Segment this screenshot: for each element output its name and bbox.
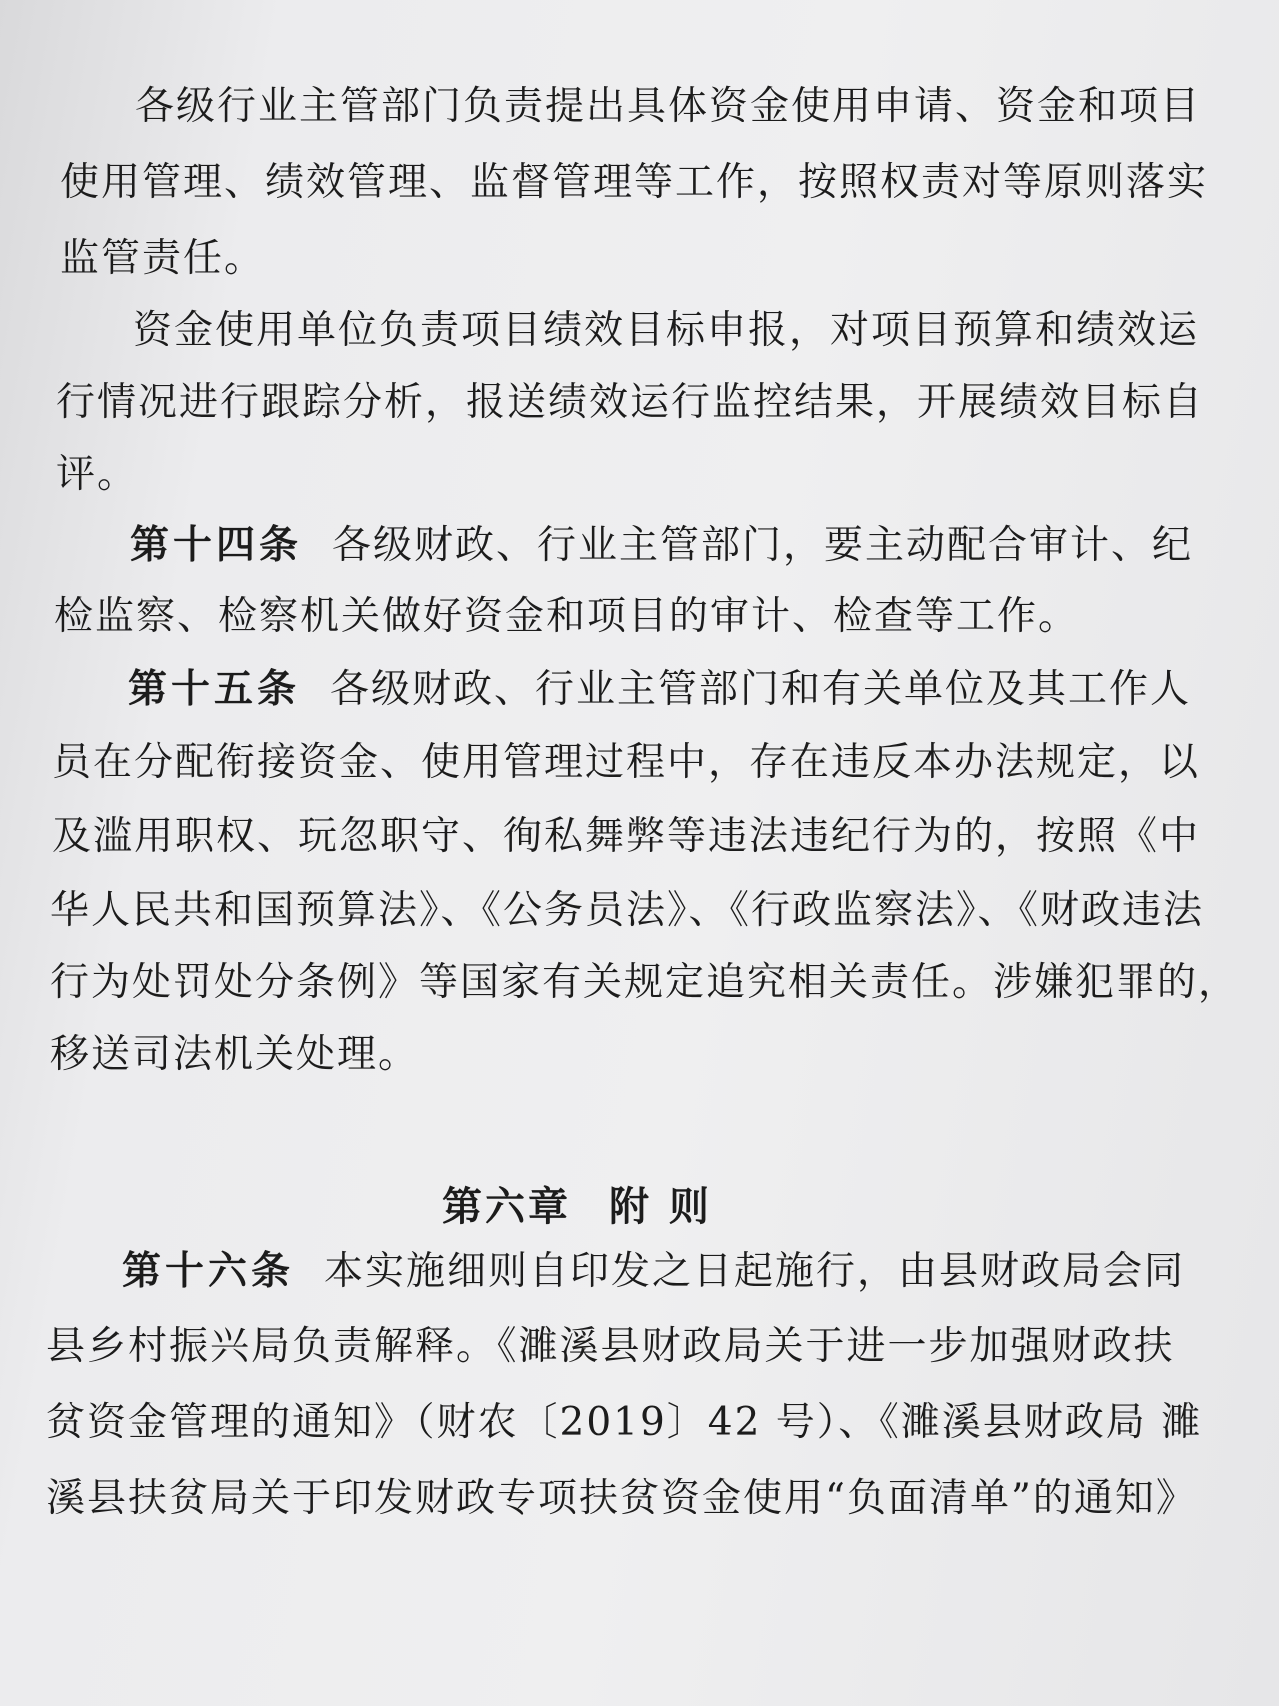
paragraph-1-line-2: 使用管理、绩效管理、监督管理等工作，按照权责对等原则落实: [60, 160, 1209, 205]
article-14-line-1: [130, 520, 1193, 571]
article-16-text-1: 本实施细则自印发之日起施行，由县财政局会同: [324, 1249, 1186, 1294]
article-15-line-1: [128, 664, 1191, 715]
article-14-line-2: 检监察、检察机关做好资金和项目的审计、检查等工作。: [54, 594, 1080, 639]
chapter-6-heading: [442, 1175, 712, 1232]
article-16-number: 第十六条: [122, 1248, 295, 1294]
article-15-line-6: 移送司法机关处理。: [50, 1032, 420, 1077]
paragraph-1-line-1: 各级行业主管部门负责提出具体资金使用申请、资金和项目: [135, 84, 1202, 129]
paragraph-2-line-1: 资金使用单位负责项目绩效目标申报，对项目预算和绩效运: [133, 308, 1200, 353]
chapter-6-title: 附 则: [609, 1183, 712, 1230]
paragraph-2-line-3: 评。: [56, 452, 139, 497]
article-16-line-4: 溪县扶贫局关于印发财政专项扶贫资金使用“负面清单”的通知》: [46, 1476, 1197, 1521]
article-16-line-1: [122, 1246, 1185, 1297]
paragraph-2-line-2: 行情况进行跟踪分析，报送绩效运行监控结果，开展绩效目标自: [56, 380, 1205, 425]
chapter-6-number: 第六章: [442, 1183, 571, 1230]
article-16-line-3: 贫资金管理的通知》（财农〔2019〕42 号）、《濉溪县财政局 濉: [46, 1400, 1203, 1445]
paragraph-1-line-3: 监管责任。: [60, 236, 266, 281]
article-15-line-4: 华人民共和国预算法》、《公务员法》、《行政监察法》、《财政违法: [50, 888, 1205, 933]
article-14-text-1: 各级财政、行业主管部门，要主动配合审计、纪: [332, 523, 1194, 568]
article-14-number: 第十四条: [130, 522, 303, 568]
article-15-line-2: 员在分配衔接资金、使用管理过程中，存在违反本办法规定，以: [52, 740, 1201, 785]
article-15-number: 第十五条: [128, 666, 301, 712]
article-15-line-5: 行为处罚处分条例》等国家有关规定追究相关责任。涉嫌犯罪的，: [50, 960, 1240, 1005]
article-15-line-3: 及滥用职权、玩忽职守、徇私舞弊等违法违纪行为的，按照《中: [52, 814, 1201, 859]
article-15-text-1: 各级财政、行业主管部门和有关单位及其工作人: [330, 667, 1192, 712]
article-16-line-2: 县乡村振兴局负责解释。《濉溪县财政局关于进一步加强财政扶: [46, 1324, 1175, 1369]
